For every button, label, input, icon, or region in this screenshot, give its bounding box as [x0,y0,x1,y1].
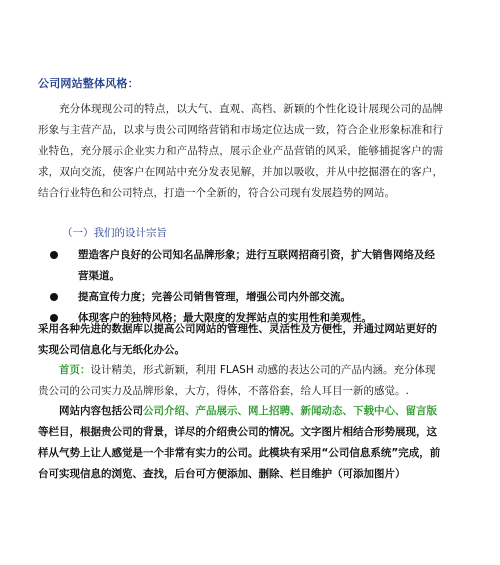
list-item-text: 体现客户的独特风格；最大限度的发挥站点的实用性和美观性。 [78,312,372,324]
content-suffix: 等栏目， [38,426,80,438]
content-prefix: 网站内容包括公司 [59,405,143,417]
list-item [50,245,445,287]
bullet-icon [50,251,58,259]
homepage-paragraph [38,360,443,402]
list-item-text: 提高宣传力度；完善公司销售管理，增强公司内外部交流。 [78,291,351,303]
list-item-text: 塑造客户良好的公司知名品牌形象；进行互联网招商引资，扩大销售网络及经营渠道。 [78,249,435,282]
section-heading: 公司网站整体风格： [38,77,139,90]
homepage-text: 设计精美，形式新颖，利用 FLASH 动感的表达公司的产品内涵。充分体现贵公司的公司实力及品牌形象，大方，得体，不落俗套，给人耳目一新的感觉。. [38,364,436,397]
homepage-label: 首页： [59,364,91,376]
design-principles-subheading: （一）我们的设计宗旨 [62,227,167,239]
design-principles-list [50,245,445,329]
site-content-paragraph [38,401,443,485]
database-paragraph: 采用各种先进的数据库以提高公司网站的管理性、灵活性及方便性，并通过网站更好的实现公司信息化与无纸化办公。 [38,323,437,356]
bullet-icon [50,293,58,301]
intro-paragraph: 充分体现现公司的特点，以大气、直观、高档、新颖的个性化设计展现公司的品牌形象与主营产品，以求与贵公司网络营销和市场定位达成一致，符合企业形象标准和行业特色，充分展示企业实力和产品特点，展示企业产品营销的风采，能够捕捉客户的需求，双向交流，使客户在网站中充分发表见解，并加以吸收，并从中挖掘潜在的客户，结合行业特色和公司特点，打造一个全新的，符合公司现有发展趋势的网站。 [38,103,443,199]
list-item [50,287,445,308]
content-details: 根据贵公司的背景，详尽的介绍贵公司的情况。文字图片相结合形势展现，这样从气势上让人感觉是一个非常有实力的公司。此模块有采用“公司信息系统”完成，前台可实现信息的浏览、查找，后台可方便添加、删除、栏目维护（可添加图片） [38,426,441,480]
content-sections: 公司介绍、产品展示、网上招聘、新闻动态、下载中心、留言版 [143,405,437,417]
